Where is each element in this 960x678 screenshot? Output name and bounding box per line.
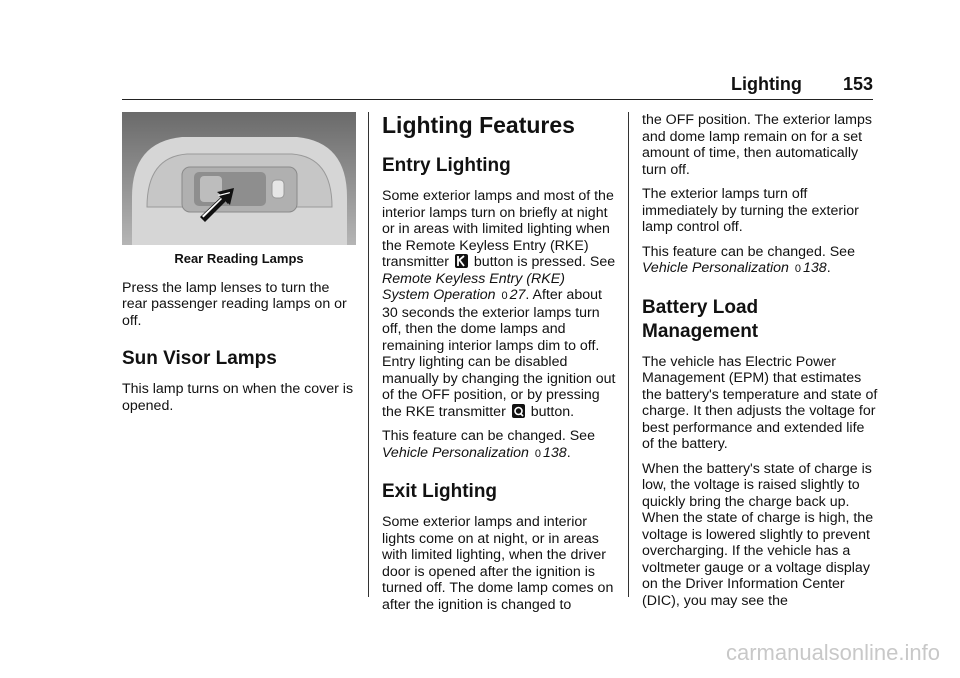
paragraph	[642, 244, 878, 278]
header-rule	[122, 99, 873, 100]
page-ref-icon: 0	[534, 447, 542, 460]
column-divider	[368, 112, 369, 597]
page-reference[interactable]: 138	[803, 260, 827, 276]
cross-reference[interactable]: Vehicle Personalization	[642, 260, 789, 276]
text-run: This feature can be changed. See	[642, 243, 855, 260]
paragraph: When the battery's state of charge is low, the voltage is raised slightly to quickly bring the charge back up. When the state of charge is high, the voltage is lowered slightly to prevent overcharging. If the vehicle has a voltmeter gauge or a voltage display on the Driver Information Center (DIC), you may see the	[642, 460, 874, 609]
paragraph: This lamp turns on when the cover is opened.	[122, 381, 354, 414]
column-2	[382, 112, 616, 621]
text-run: button.	[530, 403, 575, 420]
text-run: . After about 30 seconds the exterior lamps turn off, then the dome lamps and remaining interior lamps dim to off. Entry lighting can be disabled manually by changing the ignition out of the OFF position, or by pressing the RKE transmitter	[382, 287, 616, 420]
page-header	[731, 74, 873, 95]
paragraph: The exterior lamps turn off immediately by turning the exterior lamp control off.	[642, 186, 859, 235]
entry-lighting-heading: Entry Lighting	[382, 155, 511, 176]
page-ref-icon: 0	[794, 263, 802, 275]
cross-reference[interactable]: Remote Keyless Entry (RKE) System Operation	[382, 270, 565, 303]
section-title: Lighting	[730, 74, 802, 94]
watermark: carmanualsonline.info	[725, 640, 940, 665]
paragraph: the OFF position. The exterior lamps and dome lamp remain on for a set amount of time, then automatically turn off.	[642, 112, 872, 178]
text-run: button is pressed. See	[473, 254, 616, 270]
paragraph: The vehicle has Electric Power Management (EPM) that estimates the battery's temperature and state of charge. It then adjusts the voltage for best performance and extended life of the battery.	[642, 353, 878, 452]
page-ref-icon: 0	[501, 290, 508, 302]
battery-load-heading: Battery Load Management	[642, 296, 759, 342]
unlock-key-icon	[455, 254, 468, 268]
lock-key-icon	[512, 404, 525, 418]
column-divider	[628, 112, 629, 597]
paragraph: Some exterior lamps and interior lights come on at night, or in areas with limited lighting, when the driver door is opened after the ignition is turned off. The dome lamp comes on after the ignition is changed to	[382, 514, 614, 613]
text-run: This feature can be changed. See	[382, 428, 595, 444]
paragraph	[382, 188, 616, 420]
page-reference[interactable]: 138	[543, 444, 567, 461]
column-1	[122, 112, 356, 422]
cross-reference[interactable]: Vehicle Personalization	[382, 444, 529, 461]
text-run: .	[566, 444, 571, 461]
paragraph: Press the lamp lenses to turn the rear passenger reading lamps on or off.	[122, 279, 347, 329]
paragraph	[382, 428, 616, 462]
text-run: .	[826, 260, 831, 276]
text-run: Some exterior lamps and most of the interior lamps turn on briefly at night or in areas with limited lighting when the Remote Keyless Entry (RKE) transmitter	[382, 188, 614, 270]
figure-caption: Rear Reading Lamps	[174, 251, 304, 266]
exit-lighting-heading: Exit Lighting	[382, 481, 498, 502]
page-number: 153	[842, 74, 873, 94]
page-reference[interactable]: 27	[509, 287, 526, 303]
sun-visor-heading: Sun Visor Lamps	[122, 348, 277, 369]
column-3	[642, 112, 878, 617]
rear-reading-lamps-photo	[122, 112, 356, 245]
main-heading: Lighting Features	[382, 112, 575, 138]
